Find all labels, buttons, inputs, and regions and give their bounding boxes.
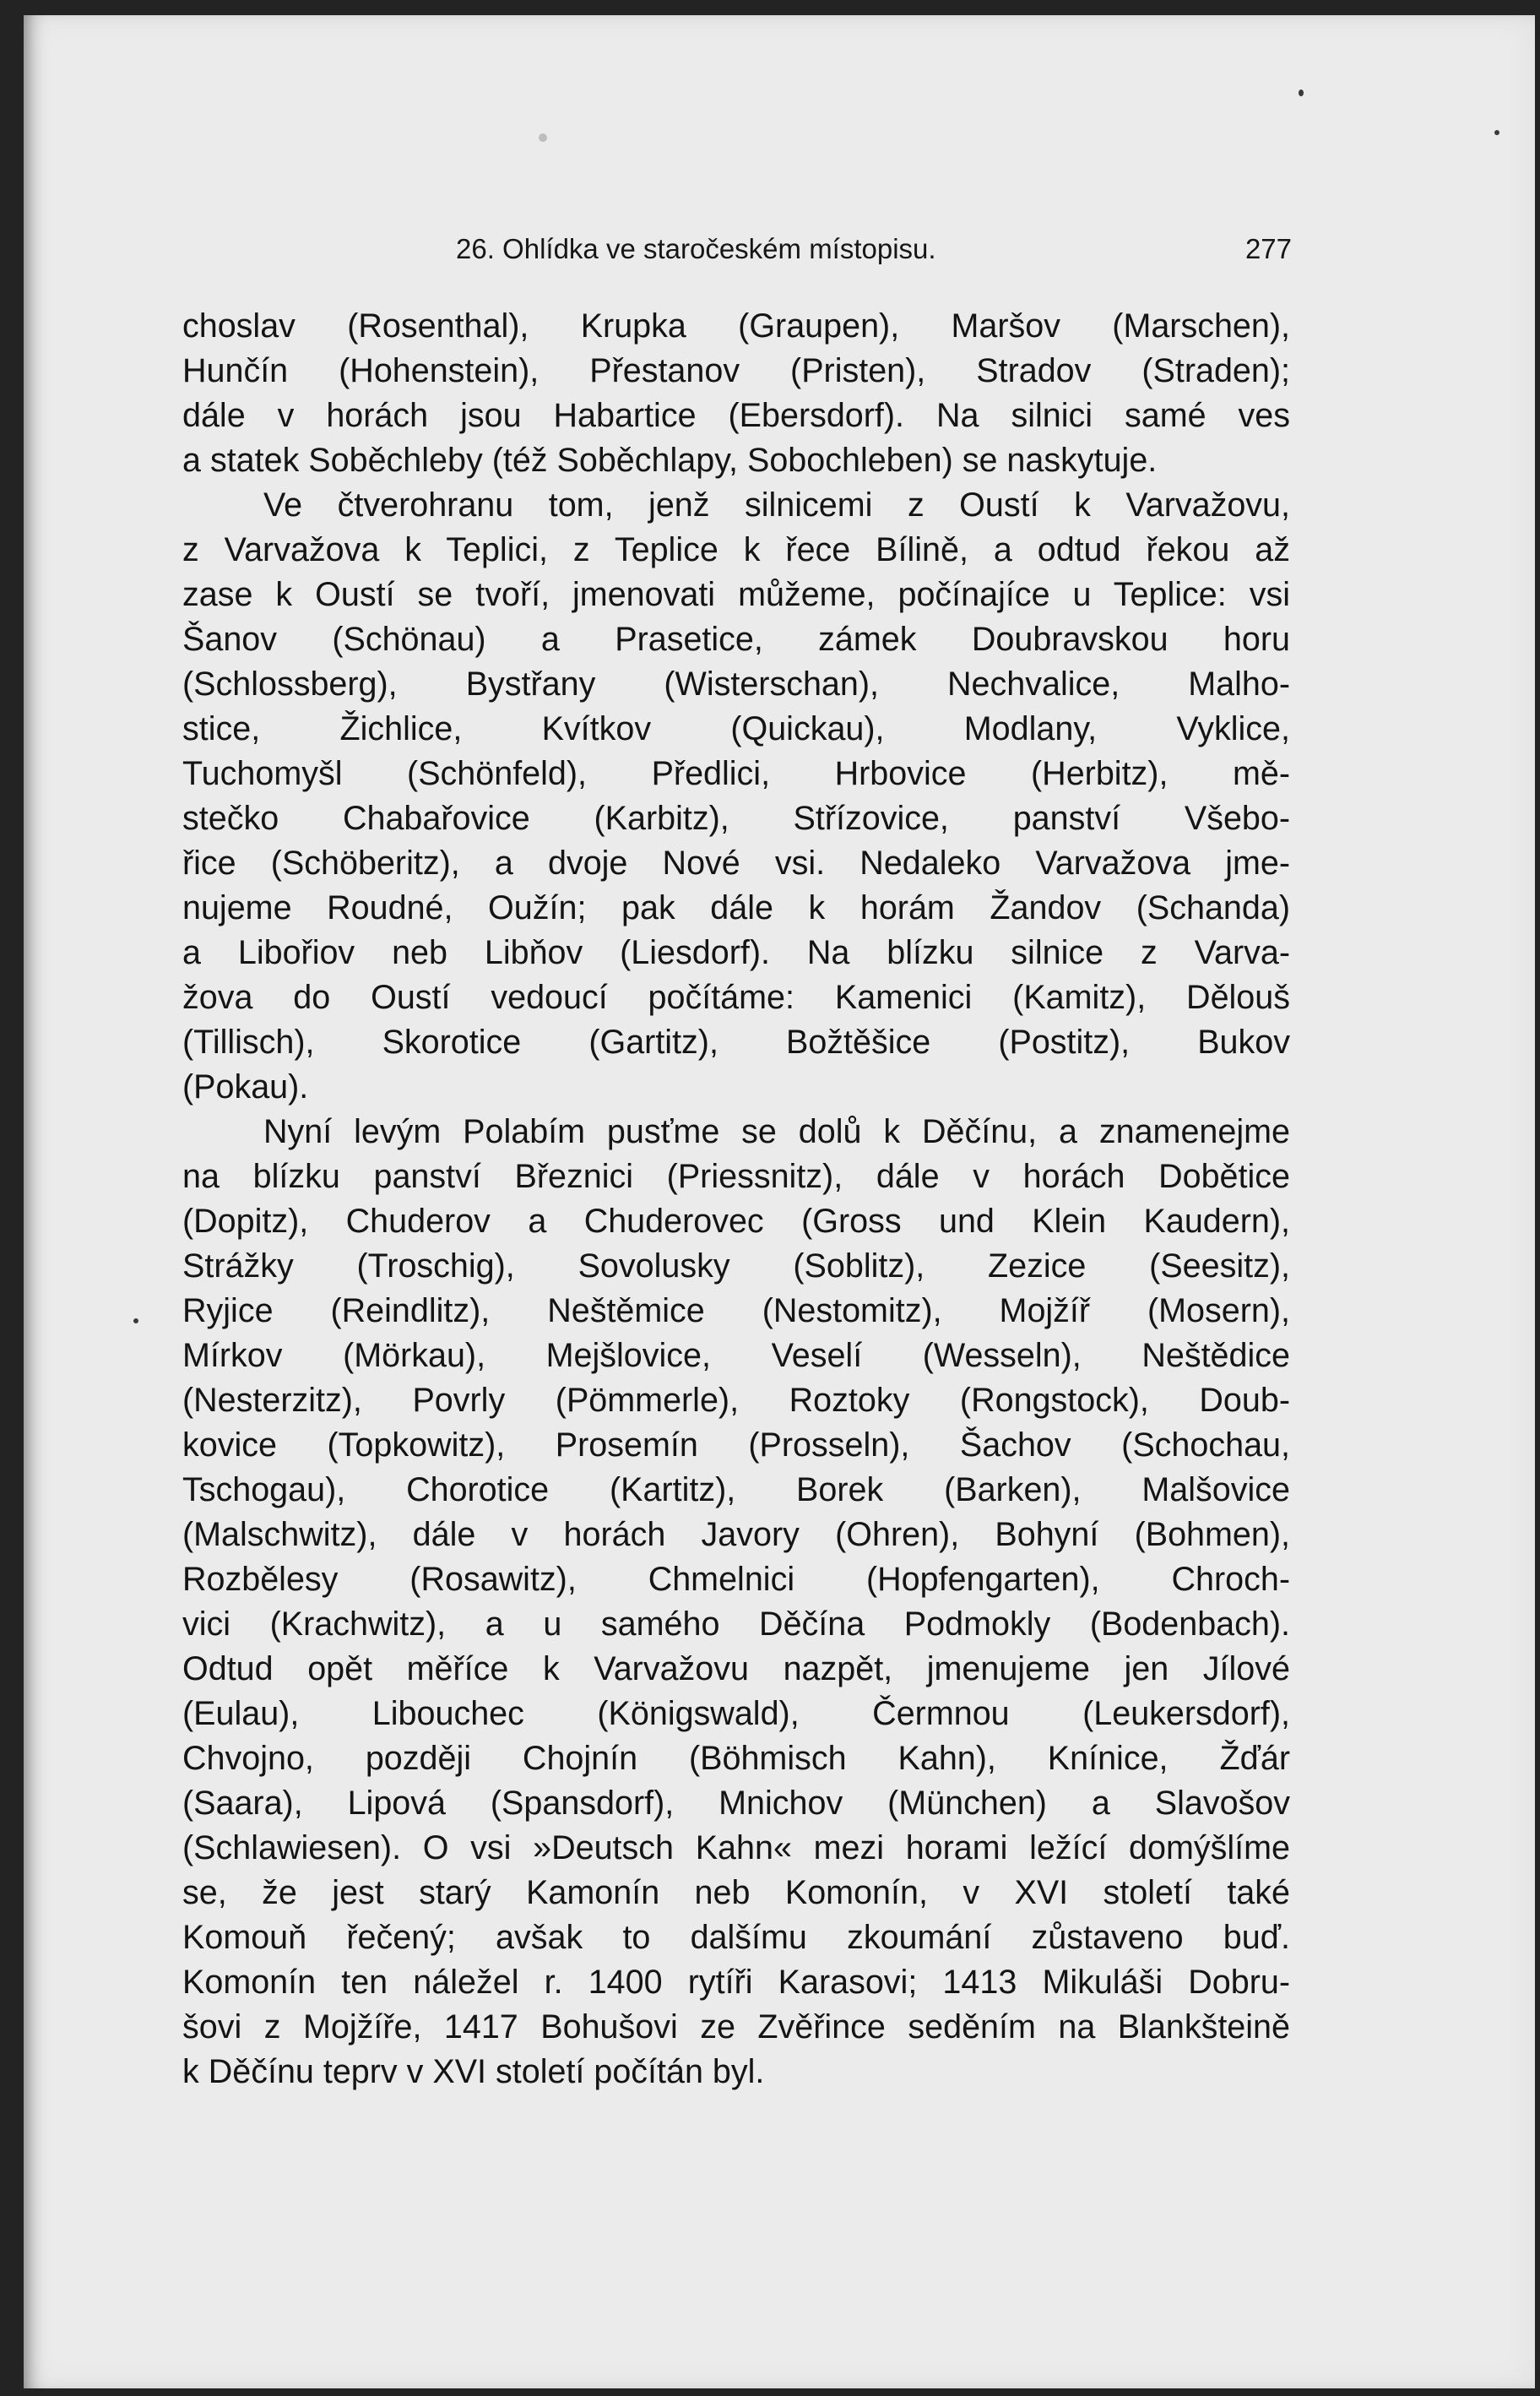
text-line: se, že jest starý Kamonín neb Komonín, v XVI století také	[182, 1874, 1290, 1911]
text-line: (Malschwitz), dále v horách Javory (Ohren), Bohyní (Bohmen),	[182, 1516, 1290, 1553]
text-line: a statek Soběchleby (též Soběchlapy, Sobochleben) se naskytuje.	[182, 442, 1158, 479]
body-text	[182, 304, 1290, 2094]
text-line: Ve čtverohranu tom, jenž silnicemi z Oustí k Varvažovu,	[263, 486, 1290, 524]
text-line: choslav (Rosenthal), Krupka (Graupen), Maršov (Marschen),	[182, 307, 1290, 345]
text-line: Šanov (Schönau) a Prasetice, zámek Doubravskou horu	[182, 621, 1290, 658]
text-line: zase k Oustí se tvoří, jmenovati můžeme, počínajíce u Teplice: vsi	[182, 576, 1290, 613]
text-line: šovi z Mojžíře, 1417 Bohušovi ze Zvěřince seděním na Blankšteině	[182, 2008, 1290, 2046]
text-line: nujeme Roudné, Oužín; pak dále k horám Žandov (Schanda)	[182, 889, 1290, 926]
text-line: Rozbělesy (Rosawitz), Chmelnici (Hopfengarten), Chroch-	[182, 1561, 1290, 1598]
text-line: Komouň řečený; avšak to dalšímu zkoumání zůstaveno buď.	[182, 1919, 1290, 1956]
text-line: (Saara), Lipová (Spansdorf), Mnichov (München) a Slavošov	[182, 1785, 1290, 1822]
text-line: Odtud opět měříce k Varvažovu nazpět, jmenujeme jen Jílové	[182, 1650, 1290, 1687]
text-line: kovice (Topkowitz), Prosemín (Prosseln), Šachov (Schochau,	[182, 1426, 1290, 1464]
text-line: řice (Schöberitz), a dvoje Nové vsi. Nedaleko Varvažova jme-	[182, 845, 1290, 882]
text-line: (Eulau), Libouchec (Königswald), Čermnou (Leukersdorf),	[182, 1695, 1290, 1732]
text-line: (Tillisch), Skorotice (Gartitz), Božtěšice (Postitz), Bukov	[182, 1024, 1290, 1061]
text-line: Tschogau), Chorotice (Kartitz), Borek (Barken), Malšovice	[182, 1471, 1290, 1508]
text-line: k Děčínu teprv v XVI století počítán byl.	[182, 2053, 765, 2090]
chapter-title: 26. Ohlídka ve staročeském místopisu.	[456, 233, 936, 264]
text-line: na blízku panství Březnici (Priessnitz), dále v horách Dobětice	[182, 1158, 1290, 1195]
text-line: (Pokau).	[182, 1068, 309, 1106]
text-line: Mírkov (Mörkau), Mejšlovice, Veselí (Wesseln), Neštědice	[182, 1337, 1290, 1374]
text-line: a Libořiov neb Libňov (Liesdorf). Na blízku silnice z Varva-	[182, 934, 1290, 971]
text-line: Hunčín (Hohenstein), Přestanov (Pristen), Stradov (Straden);	[182, 352, 1290, 389]
text-line: Tuchomyšl (Schönfeld), Předlici, Hrbovice (Herbitz), mě-	[182, 755, 1290, 792]
text-line: Strážky (Troschig), Sovolusky (Soblitz), Zezice (Seesitz),	[182, 1247, 1290, 1285]
text-line: žova do Oustí vedoucí počítáme: Kamenici (Kamitz), Dělouš	[182, 979, 1290, 1016]
text-line: dále v horách jsou Habartice (Ebersdorf). Na silnici samé ves	[182, 397, 1290, 434]
text-line: (Nesterzitz), Povrly (Pömmerle), Roztoky (Rongstock), Doub-	[182, 1382, 1290, 1419]
text-line: Chvojno, později Chojnín (Böhmisch Kahn), Knínice, Žďár	[182, 1740, 1290, 1777]
text-line: (Schlossberg), Bystřany (Wisterschan), Nechvalice, Malho-	[182, 666, 1290, 703]
page-number: 277	[1244, 233, 1292, 264]
text-line: z Varvažova k Teplici, z Teplice k řece Bílině, a odtud řekou až	[182, 531, 1290, 568]
text-line: (Dopitz), Chuderov a Chuderovec (Gross und Klein Kaudern),	[182, 1203, 1290, 1240]
text-line: stice, Žichlice, Kvítkov (Quickau), Modlany, Vyklice,	[182, 710, 1290, 747]
dust-speck	[1299, 90, 1304, 96]
dust-speck	[539, 133, 547, 142]
text-line: Nyní levým Polabím pusťme se dolů k Děčínu, a znamenejme	[263, 1113, 1290, 1150]
text-line: (Schlawiesen). O vsi »Deutsch Kahn« mezi horami ležící domýšlíme	[182, 1829, 1290, 1866]
text-line: Komonín ten náležel r. 1400 rytíři Karasovi; 1413 Mikuláši Dobru-	[182, 1964, 1290, 2001]
running-header	[439, 228, 1292, 270]
dust-speck	[133, 1318, 138, 1323]
text-line: stečko Chabařovice (Karbitz), Střízovice, panství Všebo-	[182, 800, 1290, 837]
dust-speck	[1494, 130, 1499, 135]
text-line: Ryjice (Reindlitz), Neštěmice (Nestomitz), Mojžíř (Mosern),	[182, 1292, 1290, 1329]
text-line: vici (Krachwitz), a u samého Děčína Podmokly (Bodenbach).	[182, 1605, 1290, 1643]
